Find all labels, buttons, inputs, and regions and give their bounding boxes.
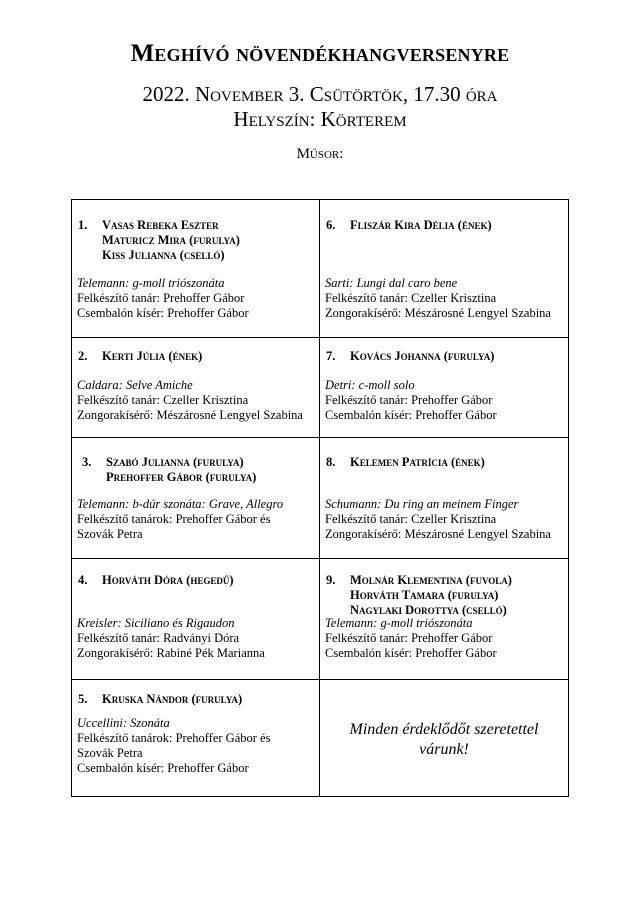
performers [326, 349, 564, 364]
detail-line: Felkészítő tanár: Prehoffer Gábor [325, 393, 493, 407]
performer: Szabó Julianna (furulya) [106, 455, 244, 469]
program-cell-2 [72, 338, 320, 438]
item-number: 5. [78, 692, 88, 706]
performer: Kovács Johanna (furulya) [350, 349, 495, 363]
detail-line: Szovák Petra [77, 527, 143, 541]
program-cell-9 [320, 559, 569, 680]
performer: Kerti Júlia (ének) [102, 349, 203, 363]
performers [82, 455, 315, 485]
item-number: 9. [326, 573, 336, 587]
performer: Molnár Klementina (fuvola) [350, 573, 512, 587]
performers [78, 349, 315, 364]
detail-line: Felkészítő tanár: Prehoffer Gábor [325, 631, 493, 645]
program-cell-5 [72, 680, 320, 797]
closing-line: várunk! [419, 741, 469, 758]
piece-title: Sarti: Lungi dal caro bene [325, 276, 458, 290]
detail-line: Csembalón kísér: Prehoffer Gábor [325, 646, 497, 660]
closing-cell [320, 680, 569, 797]
piece-title: Uccellini: Szonáta [77, 716, 170, 730]
piece-title: Telemann: b-dúr szonáta: Grave, Allegro [77, 497, 284, 511]
detail-line: Csembalón kísér: Prehoffer Gábor [77, 761, 249, 775]
program-cell-6 [320, 200, 569, 338]
detail-line: Zongorakísérő: Mészárosné Lengyel Szabina [325, 306, 551, 320]
event-venue: Helyszín: Körterem [233, 107, 407, 131]
performer: Maturicz Mira (furulya) [102, 233, 240, 247]
detail-line: Csembalón kísér: Prehoffer Gábor [325, 408, 497, 422]
program-cell-4 [72, 559, 320, 680]
piece-title: Caldara: Selve Amiche [77, 378, 193, 392]
performers [78, 218, 315, 263]
piece-title: Kreisler: Siciliano és Rigaudon [77, 616, 235, 630]
detail-line: Szovák Petra [77, 746, 143, 760]
performers [78, 573, 315, 588]
closing-message [320, 720, 568, 760]
item-number: 2. [78, 349, 88, 363]
piece-title: Schumann: Du ring an meinem Finger [325, 497, 519, 511]
performer: Prehoffer Gábor (furulya) [106, 470, 257, 484]
program-cell-3 [72, 438, 320, 559]
performer: Horváth Dóra (hegedű) [102, 573, 234, 587]
piece-title: Detri: c-moll solo [325, 378, 415, 392]
performers [326, 573, 564, 618]
piece-title: Telemann: g-moll triószonáta [325, 616, 473, 630]
detail-line: Felkészítő tanár: Czeller Krisztina [325, 512, 497, 526]
detail-line: Zongorakísérő: Mészárosné Lengyel Szabina [325, 527, 551, 541]
closing-line: Minden érdeklődőt szeretettel [349, 721, 539, 738]
program-heading: Műsor: [296, 146, 344, 162]
program-cell-8 [320, 438, 569, 559]
program-cell-1 [72, 200, 320, 338]
item-number: 1. [78, 218, 88, 232]
detail-line: Felkészítő tanárok: Prehoffer Gábor és [77, 512, 271, 526]
performers [326, 218, 564, 233]
detail-line: Felkészítő tanár: Czeller Krisztina [325, 291, 497, 305]
item-number: 7. [326, 349, 336, 363]
piece-title: Telemann: g-moll triószonáta [77, 276, 225, 290]
performer: Kiss Julianna (cselló) [102, 248, 225, 262]
performer: Kelemen Patrícia (ének) [350, 455, 485, 469]
item-number: 4. [78, 573, 88, 587]
item-number: 8. [326, 455, 336, 469]
detail-line: Csembalón kísér: Prehoffer Gábor [77, 306, 249, 320]
performers [326, 455, 564, 470]
page-title: Meghívó növendékhangversenyre [130, 40, 510, 67]
performer: Horváth Tamara (furulya) [350, 588, 499, 602]
event-date: 2022. November 3. Csütörtök, 17.30 óra [142, 82, 498, 106]
detail-line: Zongorakísérő: Rabiné Pék Marianna [77, 646, 265, 660]
item-number: 6. [326, 218, 336, 232]
program-cell-7 [320, 338, 569, 438]
performers [78, 692, 315, 707]
performer: Vasas Rebeka Eszter [102, 218, 219, 232]
performer: Kruska Nándor (furulya) [102, 692, 243, 706]
program-table [71, 199, 569, 797]
detail-line: Felkészítő tanár: Radványi Dóra [77, 631, 240, 645]
detail-line: Zongorakísérő: Mészárosné Lengyel Szabina [77, 408, 303, 422]
performer: Fliszár Kira Délia (ének) [350, 218, 492, 232]
detail-line: Felkészítő tanárok: Prehoffer Gábor és [77, 731, 271, 745]
detail-line: Felkészítő tanár: Czeller Krisztina [77, 393, 249, 407]
item-number: 3. [82, 455, 92, 469]
detail-line: Felkészítő tanár: Prehoffer Gábor [77, 291, 245, 305]
performer: Nagylaki Dorottya (cselló) [350, 603, 507, 617]
